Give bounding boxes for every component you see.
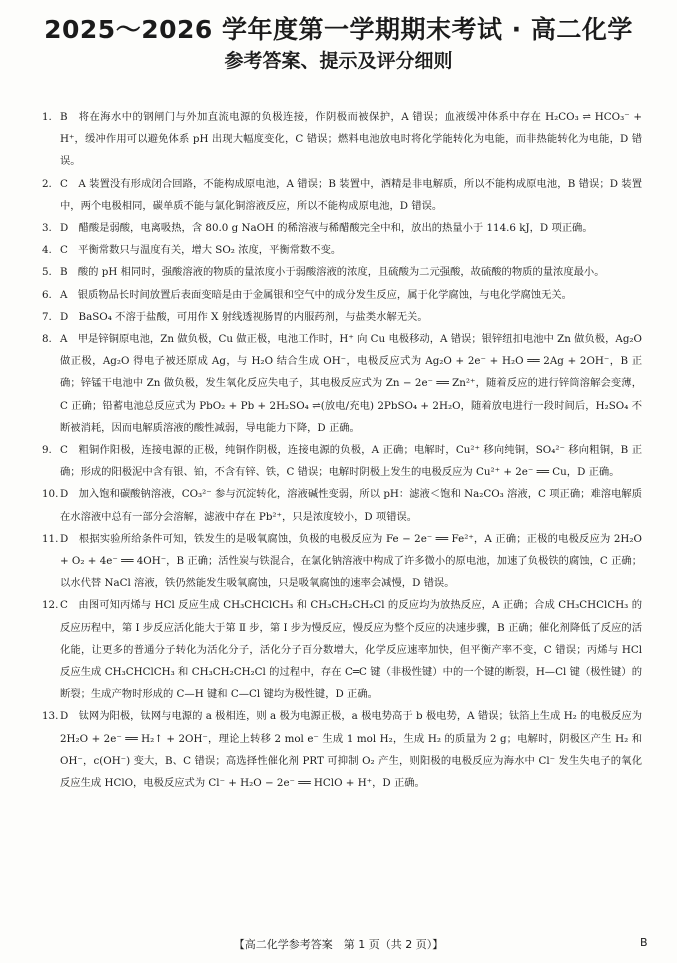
answer-item-4 <box>42 239 642 261</box>
answer-item-12 <box>42 594 642 705</box>
answer-text: D 根据实验所给条件可知，铁发生的是吸氧腐蚀，负极的电极反应为 Fe − 2e⁻ ══ Fe²⁺，A 正确；正极的电极反应为 2H₂O + O₂ + 4e⁻ ══ 4OH⁻，B 正确；活性炭与铁混合，在氯化钠溶液中构成了许多微小的原电池，加速了负极铁的腐蚀，C 正确；以水代替 NaCl 溶液，铁仍然能发生吸氧腐蚀，只是吸氧腐蚀的速率会减慢，D 错误。 <box>60 532 642 590</box>
answer-number: 3. <box>42 222 52 235</box>
answer-item-3 <box>42 217 642 239</box>
answer-number: 6. <box>42 288 52 301</box>
answer-item-5 <box>42 261 642 283</box>
answer-number: 12. <box>42 599 59 612</box>
answer-number: 2. <box>42 177 52 190</box>
answer-text: D 加入饱和碳酸钠溶液，CO₃²⁻ 参与沉淀转化，溶液碱性变弱，所以 pH：滤液＜饱和 Na₂CO₃ 溶液，C 项正确；难溶电解质在水溶液中总有一部分会溶解，滤液中存在 Pb²⁺，只是浓度较小，D 项错误。 <box>60 488 642 523</box>
version-mark: B <box>640 936 648 949</box>
answer-text: C 粗铜作阳极，连接电源的正极，纯铜作阴极，连接电源的负极，A 正确；电解时，Cu²⁺ 移向纯铜，SO₄²⁻ 移向粗铜，B 正确；形成的阳极泥中含有银、铂，不含有锌、铁，C 错误；电解时阴极上发生的电极反应为 Cu²⁺ + 2e⁻ ══ Cu，D 正确。 <box>60 444 642 479</box>
answer-text: B 酸的 pH 相同时，强酸溶液的物质的量浓度小于弱酸溶液的浓度，且硫酸为二元强酸，故硫酸的物质的量浓度最小。 <box>60 266 605 279</box>
answer-text: C A 装置没有形成闭合回路，不能构成原电池，A 错误；B 装置中，酒精是非电解质，所以不能构成原电池，B 错误；D 装置中，两个电极相同，碳单质不能与氯化铜溶液反应，所以不能构成原电池，D 错误。 <box>60 177 642 212</box>
answer-item-1 <box>42 106 642 173</box>
answer-number: 10. <box>42 488 59 501</box>
answer-text: D 钛网为阳极，钛网与电源的 a 极相连，则 a 极为电源正极，a 极电势高于 b 极电势，A 错误；钛箔上生成 H₂ 的电极反应为 2H₂O + 2e⁻ ══ H₂↑ + 2OH⁻，理论上转移 2 mol e⁻ 生成 1 mol H₂，生成 H₂ 的质量为 2 g；电解时，阴极区产生 H₂ 和 OH⁻，c(OH⁻) 变大，B、C 错误；高选择性催化剂 PRT 可抑制 O₂ 产生，则阳极的电极反应为海水中 Cl⁻ 发生失电子的氧化反应生成 HClO，电极反应式为 Cl⁻ + H₂O − 2e⁻ ══ HClO + H⁺，D 正确。 <box>60 710 642 790</box>
answer-number: 11. <box>42 532 59 545</box>
answer-list <box>42 106 642 794</box>
answer-number: 13. <box>42 710 59 723</box>
answer-item-11 <box>42 528 642 595</box>
answer-item-10 <box>42 483 642 527</box>
answer-number: 5. <box>42 266 52 279</box>
answer-text: D BaSO₄ 不溶于盐酸，可用作 X 射线透视肠胃的内服药剂，与盐类水解无关。 <box>60 310 428 323</box>
answer-text: B 将在海水中的钢闸门与外加直流电源的负极连接，作阴极而被保护，A 错误；血液缓冲体系中存在 H₂CO₃ ⇌ HCO₃⁻ + H⁺，缓冲作用可以避免体系 pH 出现大幅度变化，C 错误；燃料电池放电时将化学能转化为电能，而非热能转化为电能，D 错误。 <box>60 111 642 168</box>
page-title: 2025～2026 学年度第一学期期末考试 · 高二化学 <box>44 15 633 44</box>
answer-number: 4. <box>42 244 52 257</box>
answer-number: 9. <box>42 444 52 457</box>
answer-text: C 由图可知丙烯与 HCl 反应生成 CH₃CHClCH₃ 和 CH₃CH₂CH₂Cl 的反应均为放热反应，A 正确；合成 CH₃CHClCH₃ 的反应历程中，第 Ⅰ 步反应活化能大于第 Ⅱ 步，第 Ⅰ 步为慢反应，慢反应为整个反应的决速步骤，B 正确；催化剂降低了反应的活化能，让更多的普通分子转化为活化分子，活化分子百分数增大，化学反应速率加快，但平衡产率不变，C 错误；丙烯与 HCl 反应生成 CH₃CHClCH₃ 和 CH₃CH₂CH₂Cl 的过程中，存在 C═C 键（非极性键）中的一个键的断裂，H—Cl 键（极性键）的断裂；生成产物时形成的 C—H 键和 C—Cl 键均为极性键，D 正确。 <box>60 599 642 701</box>
answer-text: A 甲是锌铜原电池，Zn 做负极，Cu 做正极，电池工作时，H⁺ 向 Cu 电极移动，A 错误；银锌纽扣电池中 Zn 做负极，Ag₂O 做正极，Ag₂O 得电子被还原成 Ag，与 H₂O 结合生成 OH⁻，电极反应式为 Ag₂O + 2e⁻ + H₂O ══ 2Ag + 2OH⁻，B 正确；锌锰干电池中 Zn 做负极，发生氧化反应失电子，其电极反应式为 Zn − 2e⁻ ══ Zn²⁺，随着反应的进行锌筒溶解会变薄，C 正确；铅蓄电池总反应式为 PbO₂ + Pb + 2H₂SO₄ ⇌(放电/充电) 2PbSO₄ + 2H₂O，随着放电进行一段时间后，H₂SO₄ 不断被消耗，因而电解质溶液的酸性减弱，导电能力下降，D 正确。 <box>60 333 642 434</box>
answer-number: 1. <box>42 111 52 123</box>
answer-item-13 <box>42 705 642 794</box>
answer-item-8 <box>42 328 642 439</box>
answer-number: 8. <box>42 333 52 346</box>
answer-number: 7. <box>42 310 52 323</box>
page-footer: 【高二化学参考答案 第 1 页（共 2 页）】 <box>233 938 444 951</box>
answer-item-7 <box>42 306 642 328</box>
answer-item-6 <box>42 284 642 306</box>
answer-item-2 <box>42 173 642 217</box>
answer-text: A 银质物品长时间放置后表面变暗是由于金属银和空气中的成分发生反应，属于化学腐蚀，与电化学腐蚀无关。 <box>60 288 572 301</box>
answer-text: C 平衡常数只与温度有关，增大 SO₂ 浓度，平衡常数不变。 <box>60 244 342 257</box>
answer-text: D 醋酸是弱酸，电离吸热，含 80.0 g NaOH 的稀溶液与稀醋酸完全中和，放出的热量小于 114.6 kJ，D 项正确。 <box>60 222 593 235</box>
page-subtitle: 参考答案、提示及评分细则 <box>224 50 453 72</box>
answer-item-9 <box>42 439 642 483</box>
